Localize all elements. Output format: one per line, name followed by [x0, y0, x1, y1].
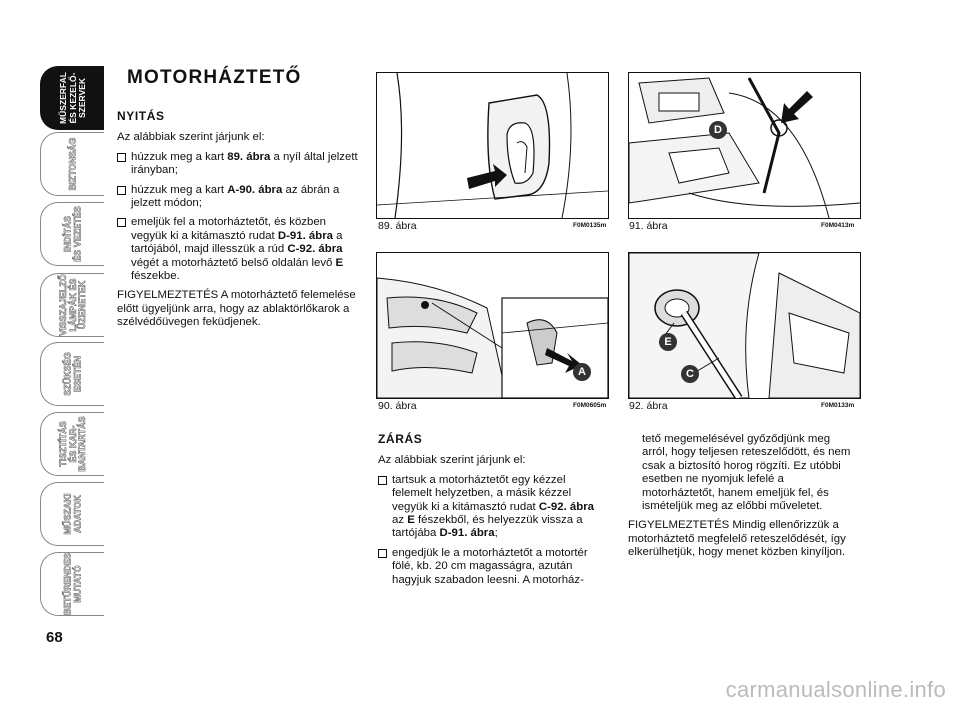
figure-90-code: F0M0605m [573, 402, 607, 409]
tab-label: BIZTONSÁG [66, 137, 77, 191]
opening-warning: FIGYELMEZTETÉS A motorháztető felemelése előtt ügyeljünk arra, hogy az ablaktörlőkarok a szélvédőüvegen feküdjenek. [117, 289, 356, 329]
opening-intro: Az alábbiak szerint járjunk el: [117, 131, 265, 144]
figure-91 [628, 72, 861, 219]
closing-step-1: tartsuk a motorháztetőt egy kézzel felemelt helyzetben, a másik kézzel vegyük ki a kitámasztó rudat C-92. ábra az E fészekből, és helyezzük vissza a tartójába D-91. ábra; [378, 474, 606, 541]
marker-a: A [573, 363, 591, 381]
tab-biztonsag[interactable] [40, 132, 104, 196]
figure-89 [376, 72, 609, 219]
marker-d: D [709, 121, 727, 139]
tab-muszerfal[interactable] [40, 66, 104, 130]
opening-step-3: emeljük fel a motorháztetőt, és közben vegyük ki a kitámasztó rudat D-91. ábra a tartójából, majd illesszük a rúd C-92. ábra végét a motorháztető belső oldalán levő E fészekbe. [117, 216, 359, 283]
closing-warning: FIGYELMEZTETÉS Mindig ellenőrizzük a motorháztető megfelelő reteszelődését, így elkerülhetjük, hogy menet közben kinyíljon. [628, 519, 846, 559]
watermark: carmanualsonline.info [725, 677, 946, 702]
page-title: MOTORHÁZTETŐ [127, 67, 302, 88]
closing-intro: Az alábbiak szerint járjunk el: [378, 454, 526, 467]
support-rod-illustration [629, 73, 860, 218]
tab-muszaki[interactable] [40, 482, 104, 546]
tab-label: SZÜKSÉG ESETÉN [62, 352, 82, 396]
opening-step-2: húzzuk meg a kart A-90. ábra az ábrán a jelzett módon; [117, 184, 359, 211]
opening-heading: NYITÁS [117, 109, 165, 123]
figure-89-caption: 89. ábra [378, 220, 417, 232]
tab-inditas[interactable] [40, 202, 104, 266]
closing-section [378, 433, 606, 593]
opening-section [117, 110, 359, 336]
tab-label: MŰSZERFAL ÉS KEZELŐ- SZERVEK [57, 72, 87, 124]
figure-91-code: F0M0413m [821, 222, 855, 229]
figure-90 [376, 252, 609, 399]
tab-beturendes[interactable] [40, 552, 104, 616]
rod-seat-illustration [629, 253, 860, 398]
figure-92 [628, 252, 861, 399]
closing-heading: ZÁRÁS [378, 432, 423, 446]
tab-szukseg[interactable] [40, 342, 104, 406]
figure-92-caption: 92. ábra [629, 400, 668, 412]
marker-e: E [659, 333, 677, 351]
marker-c: C [681, 365, 699, 383]
hood-lever-illustration [377, 73, 608, 218]
tab-label: VISSZAJELZŐ LÁMPÁK ÉS ÜZENETEK [57, 274, 87, 336]
closing-continuation-section [628, 433, 858, 566]
tab-label: TISZTÍTÁS ÉS KAR- BANTARTÁS [57, 416, 87, 472]
tab-label: MŰSZAKI ADATOK [62, 493, 82, 535]
figure-91-caption: 91. ábra [629, 220, 668, 232]
figure-90-caption: 90. ábra [378, 400, 417, 412]
figure-89-code: F0M0135m [573, 222, 607, 229]
closing-step-2: engedjük le a motorháztetőt a motortér fölé, kb. 20 cm magasságra, azután hagyjuk szabadon leesni. A motorház- [378, 547, 606, 587]
opening-step-1: húzzuk meg a kart 89. ábra a nyíl által jelzett irányban; [117, 151, 359, 178]
figure-92-code: F0M0133m [821, 402, 855, 409]
tab-tisztitas[interactable] [40, 412, 104, 476]
tab-label: INDÍTÁS ÉS VEZETÉS [62, 206, 82, 262]
tab-visszajelzo[interactable] [40, 273, 104, 337]
tab-label: BETŰRENDES MUTATÓ [62, 553, 82, 616]
closing-continuation: tető megemelésével győződjünk meg arról, hogy teljesen reteszelődött, és nem csak a biztosító horog rögzíti. Ez utóbbi esetben ne nyomjuk lefelé a motorháztetőt, hanem emeljük fel, és ismételjük meg az előbbi műveletet. [642, 433, 851, 513]
page-number: 68 [46, 629, 63, 646]
